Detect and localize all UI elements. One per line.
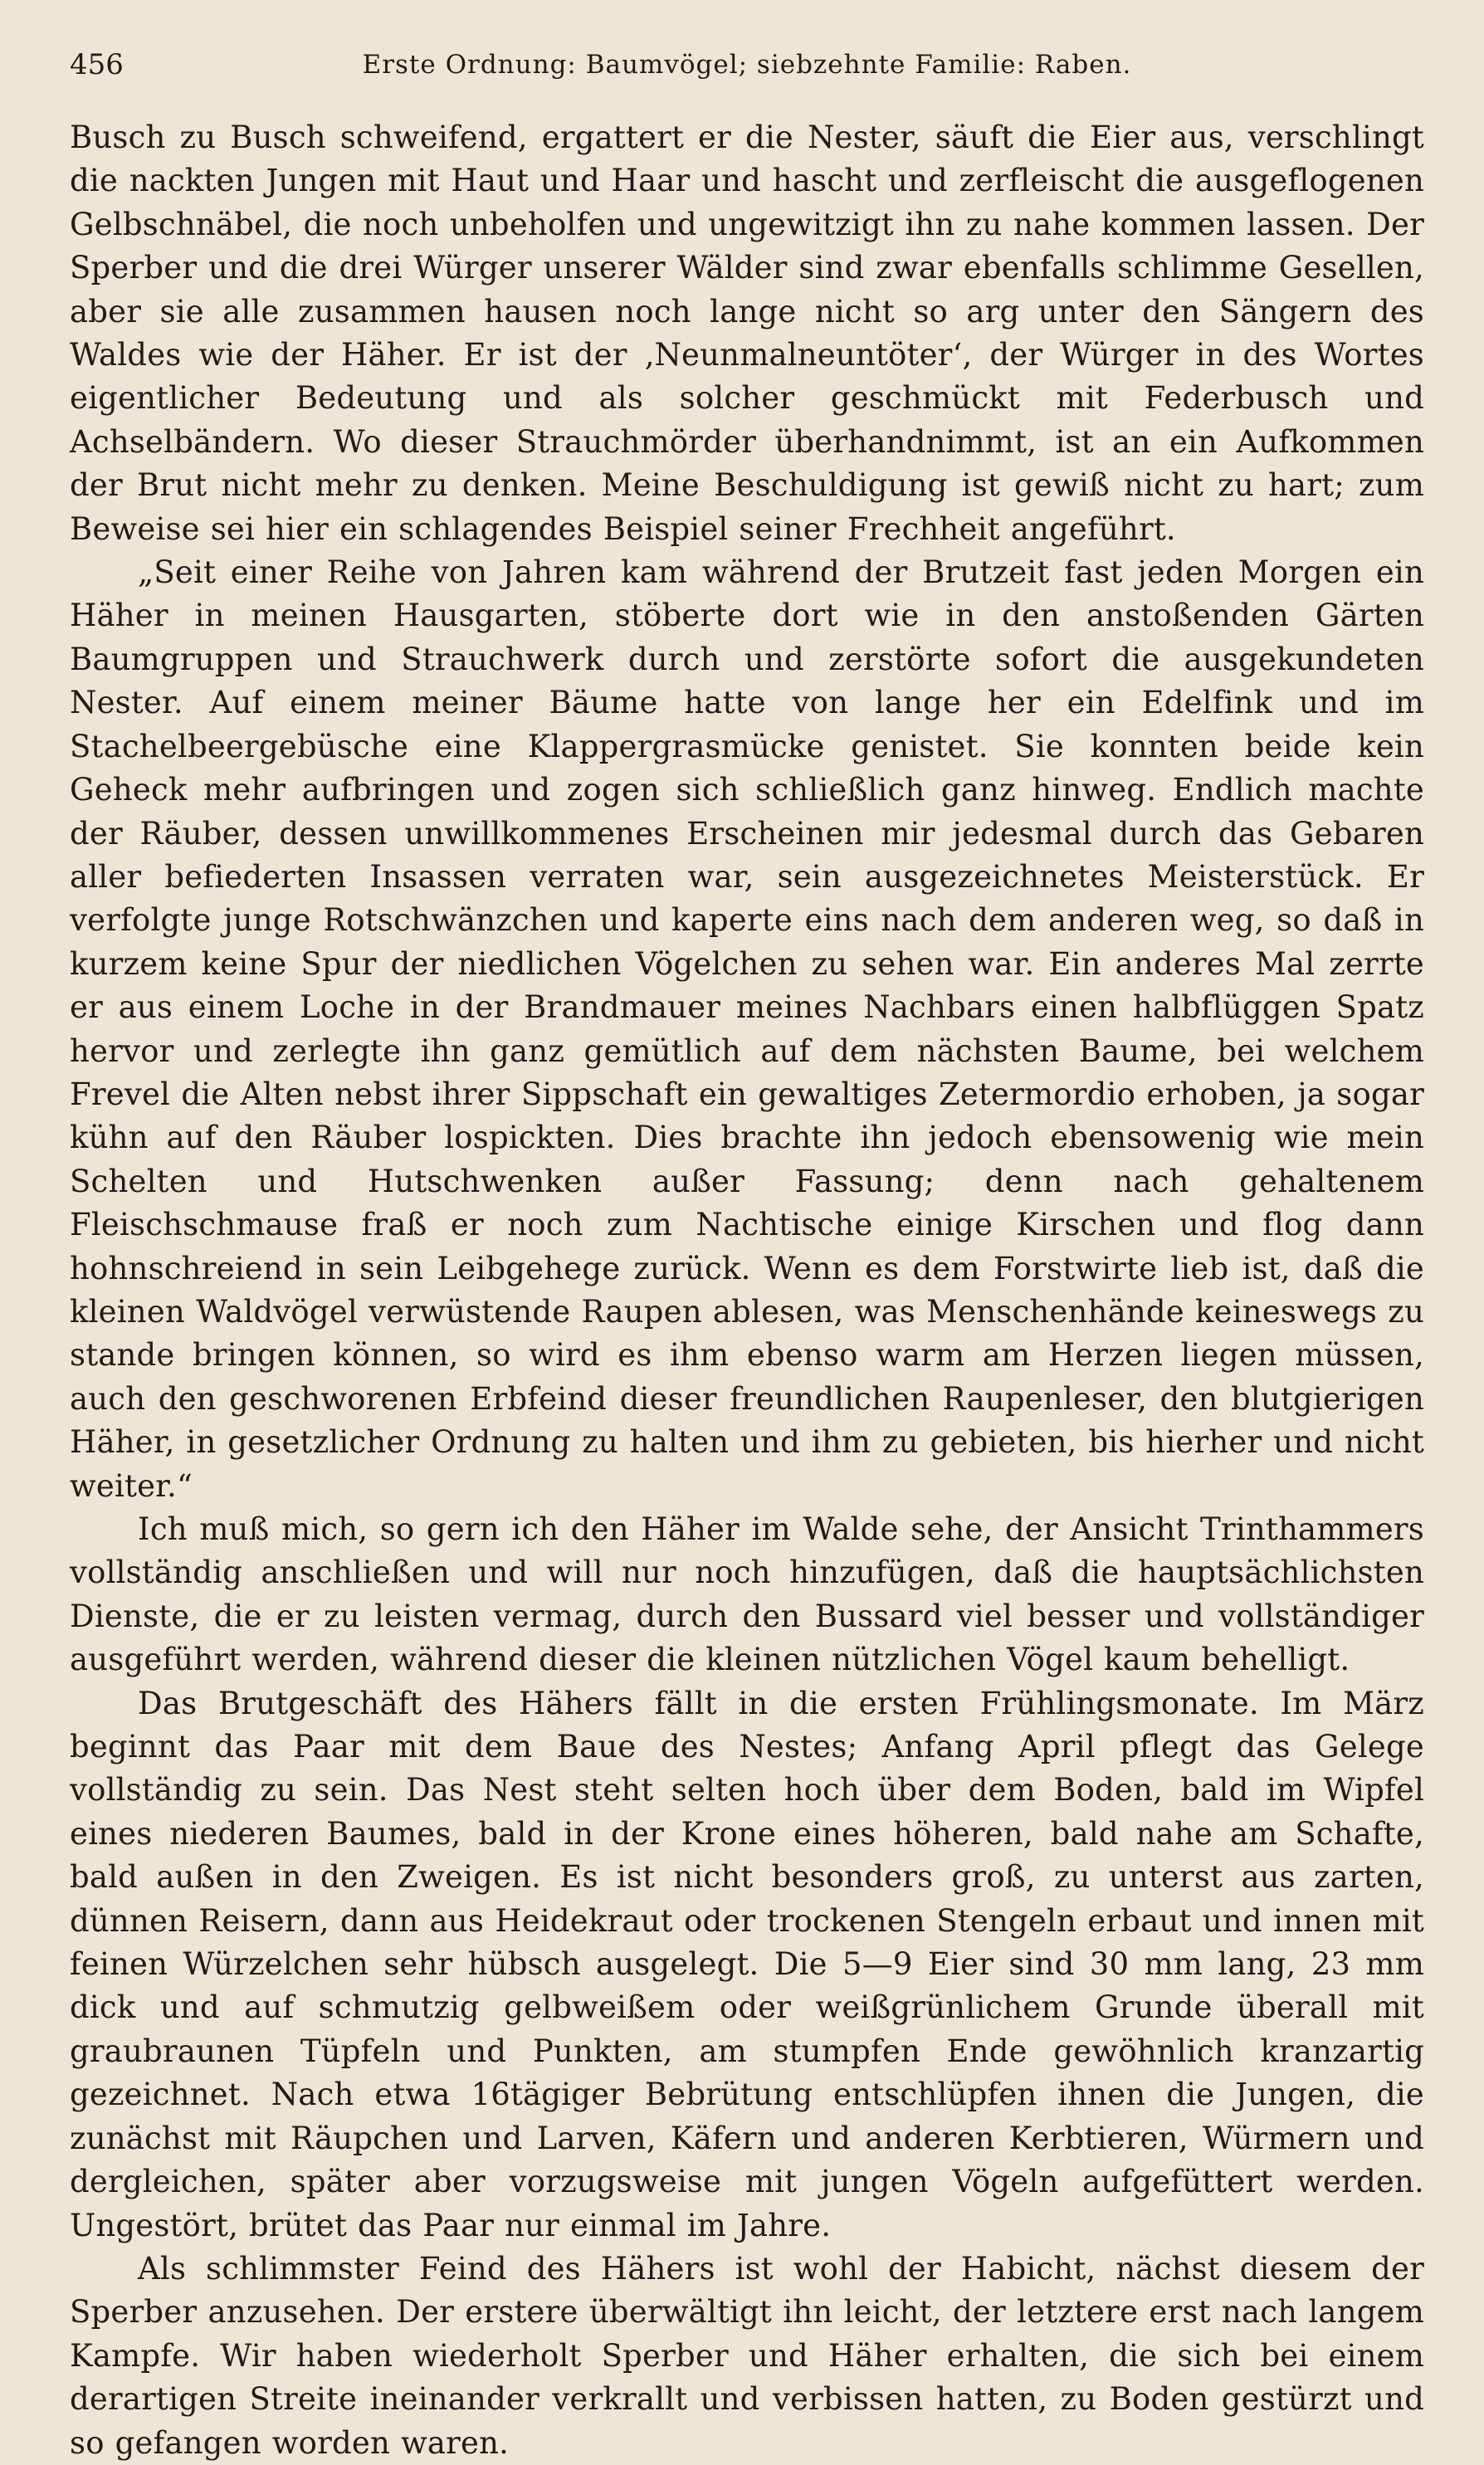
book-page: [70, 48, 1424, 2461]
running-head: Erste Ordnung: Baumvögel; siebzehnte Familie: Raben.: [362, 50, 1132, 80]
page-header: [70, 48, 1424, 81]
body-text: [70, 116, 1424, 2465]
paragraph: Das Brutgeschäft des Hähers fällt in die ersten Frühlingsmonate. Im März beginnt das Paar mit dem Baue des Nestes; Anfang April pflegt das Gelege vollständig zu sein. Das Nest steht selten hoch über dem Boden, bald im Wipfel eines niederen Baumes, bald in der Krone eines höheren, bald nahe am Schafte, bald außen in den Zweigen. Es ist nicht besonders groß, zu unterst aus zarten, dünnen Reisern, dann aus Heidekraut oder trockenen Stengeln erbaut und innen mit feinen Würzelchen sehr hübsch ausgelegt. Die 5—9 Eier sind 30 mm lang, 23 mm dick und auf schmutzig gelbweißem oder weißgrünlichem Grunde überall mit graubraunen Tüpfeln und Punkten, am stumpfen Ende gewöhnlich kranzartig gezeichnet. Nach etwa 16tägiger Bebrütung entschlüpfen ihnen die Jungen, die zunächst mit Räupchen und Larven, Käfern und anderen Kerbtieren, Würmern und dergleichen, später aber vorzugsweise mit jungen Vögeln aufgefüttert werden. Ungestört, brütet das Paar nur einmal im Jahre.: [70, 1685, 1424, 2243]
paragraph: Busch zu Busch schweifend, ergattert er die Nester, säuft die Eier aus, verschlingt die nackten Jungen mit Haut und Haar und hascht und zerfleischt die ausgeflogenen Gelbschnäbel, die noch unbeholfen und ungewitzigt ihn zu nahe kommen lassen. Der Sperber und die drei Würger unserer Wälder sind zwar ebenfalls schlimme Gesellen, aber sie alle zusammen hausen noch lange nicht so arg unter den Sängern des Waldes wie der Häher. Er ist der ‚Neunmalneuntöter‘, der Würger in des Wortes eigentlicher Bedeutung und als solcher geschmückt mit Federbusch und Achselbändern. Wo dieser Strauchmörder überhandnimmt, ist an ein Aufkommen der Brut nicht mehr zu denken. Meine Beschuldigung ist gewiß nicht zu hart; zum Beweise sei hier ein schlagendes Beispiel seiner Frechheit angeführt.: [70, 120, 1424, 547]
paragraph: Als schlimmster Feind des Hähers ist wohl der Habicht, nächst diesem der Sperber anzusehen. Der erstere überwältigt ihn leicht, der letztere erst nach langem Kampfe. Wir haben wiederholt Sperber und Häher erhalten, die sich bei einem derartigen Streite ineinander verkrallt und verbissen hatten, zu Boden gestürzt und so gefangen worden waren.: [70, 2250, 1424, 2461]
paragraph: „Seit einer Reihe von Jahren kam während der Brutzeit fast jeden Morgen ein Häher in meinen Hausgarten, stöberte dort wie in den anstoßenden Gärten Baumgruppen und Strauchwerk durch und zerstörte sofort die ausgekundeten Nester. Auf einem meiner Bäume hatte von lange her ein Edelfink und im Stachelbeergebüsche eine Klappergrasmücke genistet. Sie konnten beide kein Geheck mehr aufbringen und zogen sich schließlich ganz hinweg. Endlich machte der Räuber, dessen unwillkommenes Erscheinen mir jedesmal durch das Gebaren aller befiederten Insassen verraten war, sein ausgezeichnetes Meisterstück. Er verfolgte junge Rotschwänzchen und kaperte eins nach dem anderen weg, so daß in kurzem keine Spur der niedlichen Vögelchen zu sehen war. Ein anderes Mal zerrte er aus einem Loche in der Brandmauer meines Nachbars einen halbflüggen Spatz hervor und zerlegte ihn ganz gemütlich auf dem nächsten Baume, bei welchem Frevel die Alten nebst ihrer Sippschaft ein gewaltiges Zetermordio erhoben, ja sogar kühn auf den Räuber lospickten. Dies brachte ihn jedoch ebensowenig wie mein Schelten und Hutschwenken außer Fassung; denn nach gehaltenem Fleischschmause fraß er noch zum Nachtische einige Kirschen und flog dann hohnschreiend in sein Leibgehege zurück. Wenn es dem Forstwirte lieb ist, daß die kleinen Waldvögel verwüstende Raupen ablesen, was Menschenhände keineswegs zu stande bringen können, so wird es ihm ebenso warm am Herzen liegen müssen, auch den geschworenen Erbfeind dieser freundlichen Raupenleser, den blutgierigen Häher, in gesetzlicher Ordnung zu halten und ihm zu gebieten, bis hierher und nicht weiter.“: [70, 554, 1424, 1504]
paragraph: Ich muß mich, so gern ich den Häher im Walde sehe, der Ansicht Trinthammers vollständig anschließen und will nur noch hinzufügen, daß die hauptsächlichsten Dienste, die er zu leisten vermag, durch den Bussard viel besser und vollständiger ausgeführt werden, während dieser die kleinen nützlichen Vögel kaum behelligt.: [70, 1511, 1424, 1678]
page-number: 456: [70, 48, 124, 81]
